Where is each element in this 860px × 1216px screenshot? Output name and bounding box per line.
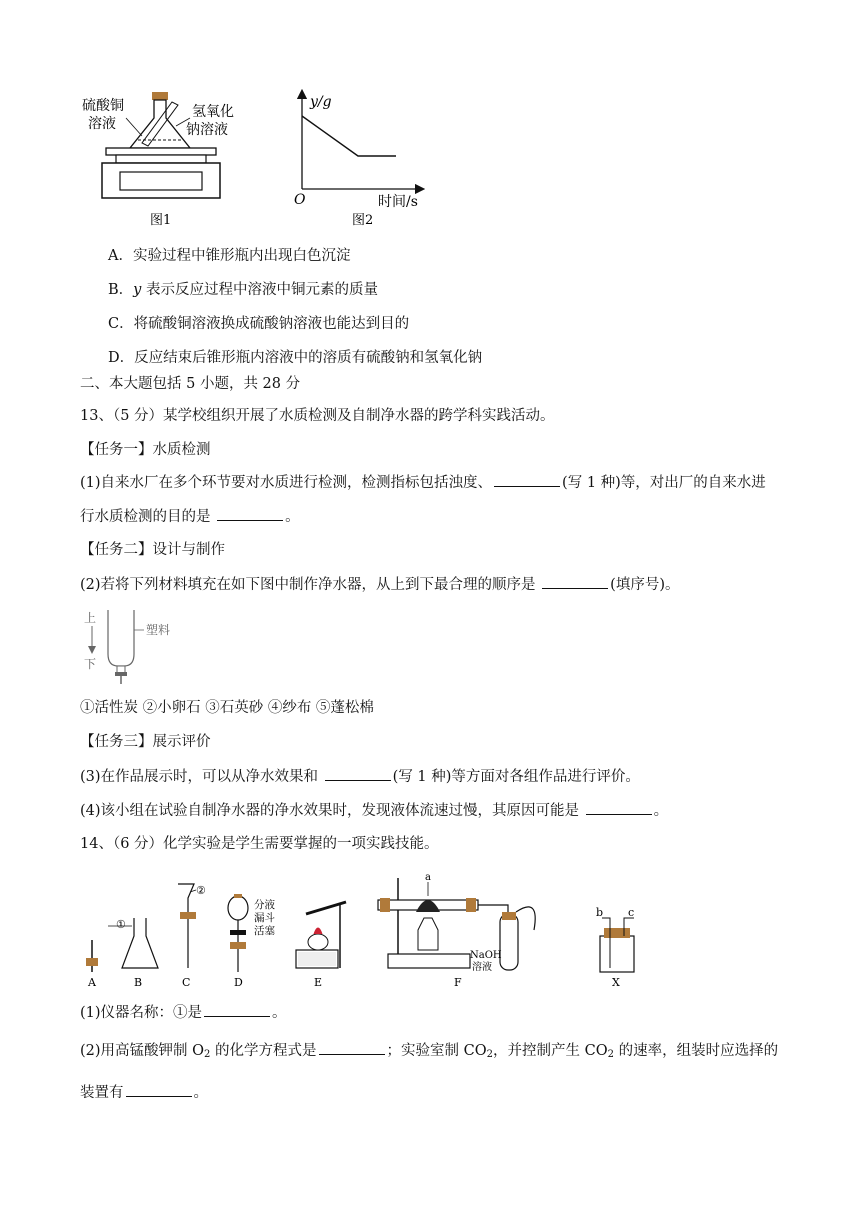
option-b	[108, 280, 378, 300]
q14-part2-text-a: (2)用高锰酸钾制 O	[80, 1043, 205, 1059]
q14-part2-text-c: ；实验室制 CO	[386, 1043, 487, 1059]
option-a: A．实验过程中锥形瓶内出现白色沉淀	[108, 248, 351, 264]
q13-materials: ①活性炭 ②小卵石 ③石英砂 ④纱布 ⑤蓬松棉	[80, 700, 374, 716]
label-a-small: a	[425, 872, 431, 883]
q13-part3-text-b: (写 1 种)等方面对各组作品进行评价。	[392, 769, 640, 785]
label-f: F	[454, 976, 462, 989]
q13-stem: 13、（5 分）某学校组织开展了水质检测及自制净水器的跨学科实践活动。	[80, 408, 555, 424]
figure-1-balance	[80, 88, 250, 233]
option-b-text: 表示反应过程中溶液中铜元素的质量	[141, 282, 378, 298]
apparatus-a	[86, 940, 98, 989]
q13-part1-text-a: (1)自来水厂在多个环节要对水质进行检测，检测指标包括浊度、	[80, 475, 493, 491]
q14-part2-text-g: 。	[193, 1085, 208, 1101]
label-naoh-solution-1: NaOH	[470, 950, 502, 961]
subscript: 2	[607, 1049, 614, 1060]
q14-part2-text-b: 的化学方程式是	[210, 1043, 317, 1059]
label-funnel-1: 分液	[254, 899, 275, 911]
q13-task3-heading: 【任务三】展示评价	[80, 734, 211, 750]
q14-part1-text-b: 。	[272, 1005, 287, 1021]
label-stopcock: 活塞	[254, 925, 275, 937]
mark-2: ②	[196, 884, 206, 897]
x-axis-label: 时间/s	[378, 194, 418, 210]
label-a: A	[88, 976, 96, 989]
label-x: X	[612, 976, 620, 989]
figure-1-caption: 图1	[150, 213, 172, 228]
apparatus-c-funnel	[178, 884, 206, 989]
q13-part1-line2	[80, 506, 300, 527]
label-b-port: b	[596, 906, 604, 919]
plastic-bottle	[108, 610, 134, 666]
q13-part1-text-d: 。	[285, 509, 300, 525]
q14-part2-text-e: 的速率，组装时应选择的	[613, 1043, 779, 1059]
q14-part2-text-d: ，并控制产生 CO	[493, 1043, 608, 1059]
q13-part3-text-a: (3)在作品展示时，可以从净水效果和	[80, 769, 323, 785]
conical-flask	[130, 100, 190, 148]
test-tube	[142, 102, 178, 146]
figure-2-caption: 图2	[352, 213, 374, 228]
answer-blank[interactable]	[204, 1002, 270, 1017]
y-axis-label: y/g	[310, 94, 332, 110]
answer-blank[interactable]	[126, 1082, 192, 1097]
subscript: 2	[486, 1049, 493, 1060]
water-filter-figure	[84, 606, 184, 686]
stopper	[152, 92, 168, 100]
label-naoh-2: 钠溶液	[186, 122, 228, 138]
answer-blank[interactable]	[217, 506, 283, 521]
label-copper-sulfate-1: 硫酸铜	[82, 98, 124, 114]
q13-part1-text-b: (写 1 种)等，对出厂的自来水进	[562, 475, 766, 491]
section-heading: 二、本大题包括 5 小题，共 28 分	[80, 376, 301, 392]
option-b-prefix: B．	[108, 282, 134, 298]
answer-blank[interactable]	[494, 472, 560, 487]
q13-task1-heading: 【任务一】水质检测	[80, 442, 211, 458]
option-d: D．反应结束后锥形瓶内溶液中的溶质有硫酸钠和氢氧化钠	[108, 350, 483, 366]
label-top: 上	[84, 611, 97, 625]
q14-part1-text-a: (1)仪器名称：①是	[80, 1005, 203, 1021]
q14-stem: 14、（6 分）化学实验是学生需要掌握的一项实践技能。	[80, 836, 439, 852]
q14-part1	[80, 1002, 287, 1023]
apparatus-x-washing-bottle	[596, 906, 634, 989]
apparatus-f	[378, 872, 535, 989]
label-bottom: 下	[84, 657, 97, 671]
q14-part2-line2	[80, 1082, 208, 1103]
balance-display	[120, 172, 202, 190]
label-b: B	[134, 976, 143, 989]
q13-part2-text-b: (填序号)。	[610, 577, 680, 593]
q13-part4-text-a: (4)该小组在试验自制净水器的净水效果时，发现液体流速过慢，其原因可能是	[80, 803, 584, 819]
label-c-port: c	[628, 906, 635, 919]
option-b-variable: y	[133, 282, 142, 298]
q13-task2-heading: 【任务二】设计与制作	[80, 542, 225, 558]
label-copper-sulfate-2: 溶液	[88, 116, 116, 132]
q13-part4-text-b: 。	[653, 803, 669, 819]
q13-part1-line1	[80, 472, 766, 493]
label-d: D	[234, 976, 243, 989]
answer-blank[interactable]	[325, 766, 391, 781]
label-naoh-solution-2: 溶液	[472, 962, 492, 973]
q14-part2-line1	[80, 1040, 778, 1065]
apparatus-b-conical-flask	[108, 918, 158, 989]
apparatus-figure	[78, 868, 658, 990]
option-c: C．将硫酸铜溶液换成硫酸钠溶液也能达到目的	[108, 316, 410, 332]
origin-label: O	[294, 192, 306, 208]
apparatus-d-separatory-funnel	[228, 894, 275, 989]
data-line	[302, 116, 396, 156]
label-naoh-1: 氢氧化	[192, 104, 234, 120]
answer-blank[interactable]	[319, 1040, 385, 1055]
q14-part2-text-f: 装置有	[80, 1085, 124, 1101]
label-e: E	[314, 976, 323, 989]
q13-part1-text-c: 行水质检测的目的是	[80, 509, 216, 525]
label-funnel-2: 漏斗	[254, 912, 275, 924]
answer-blank[interactable]	[542, 574, 608, 589]
answer-blank[interactable]	[586, 800, 652, 815]
q13-part2-text-a: (2)若将下列材料填充在如下图中制作净水器，从上到下最合理的顺序是	[80, 577, 541, 593]
label-c: C	[182, 976, 191, 989]
balance-pan	[106, 148, 216, 155]
q13-part4	[80, 800, 668, 821]
label-plastic: 塑料	[146, 623, 171, 637]
mark-1: ①	[116, 918, 126, 931]
apparatus-e-heating	[296, 902, 346, 989]
q13-part2	[80, 574, 679, 595]
q13-part3	[80, 766, 640, 787]
figure-2-graph	[290, 88, 430, 233]
subscript: 2	[204, 1049, 211, 1060]
